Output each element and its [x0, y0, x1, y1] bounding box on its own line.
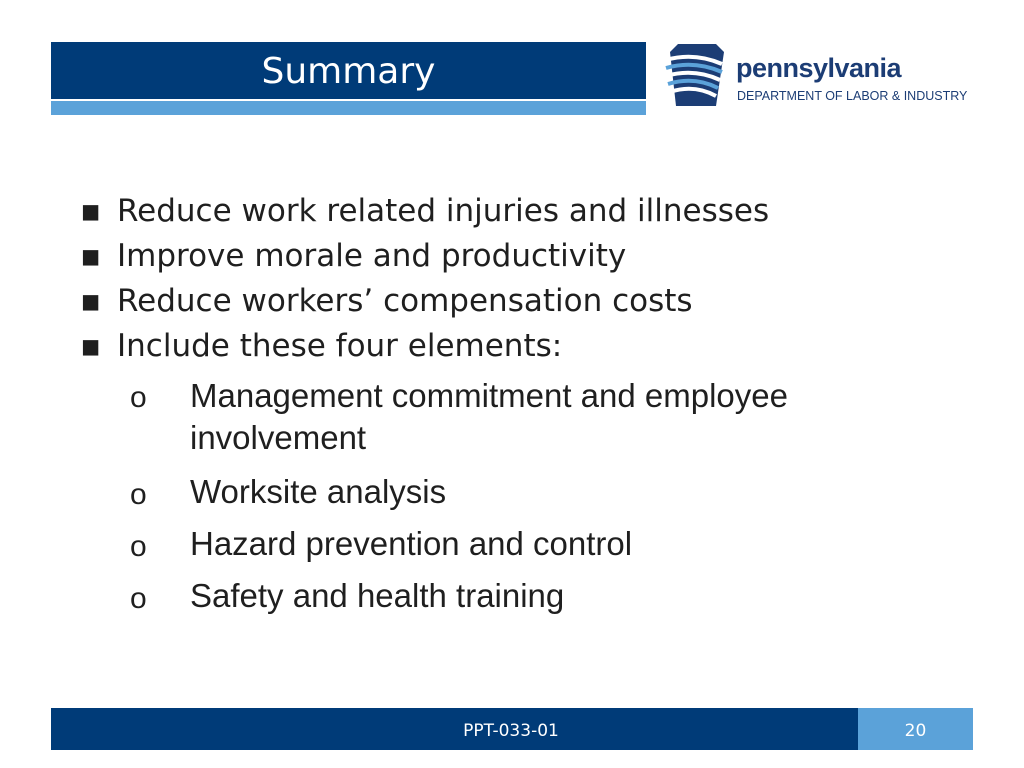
bullet-marker: ▪ — [80, 238, 102, 274]
sub-bullet-item: Safety and health training — [190, 577, 565, 614]
footer-page-box — [858, 708, 973, 750]
bullet-marker: ▪ — [80, 283, 102, 319]
page-number: 20 — [904, 721, 927, 741]
footer-bar — [51, 708, 858, 750]
sub-bullet-marker: o — [130, 381, 147, 414]
sub-bullet-item: Management commitment and employee involvement — [190, 377, 788, 456]
title-underline — [51, 101, 646, 115]
footer-code: PPT-033-01 — [463, 721, 559, 741]
bullet-item: Improve morale and productivity — [117, 238, 627, 274]
sub-bullet-marker: o — [130, 582, 147, 615]
bullet-marker: ▪ — [80, 193, 102, 229]
sub-bullet-item: Worksite analysis — [190, 473, 447, 510]
title-bar — [51, 42, 646, 99]
bullet-item: Reduce work related injuries and illnesses — [117, 193, 770, 229]
logo-name: pennsylvania — [736, 53, 902, 83]
pennsylvania-logo — [664, 44, 984, 112]
bullet-item: Reduce workers’ compensation costs — [117, 283, 693, 319]
sub-bullet-marker: o — [130, 478, 147, 511]
sub-bullet-marker: o — [130, 530, 147, 563]
slide-title: Summary — [261, 51, 436, 92]
sub-bullet-item: Hazard prevention and control — [190, 525, 633, 562]
bullet-item: Include these four elements: — [117, 328, 563, 364]
logo-department: DEPARTMENT OF LABOR & INDUSTRY — [737, 89, 968, 103]
bullet-marker: ▪ — [80, 328, 102, 364]
keystone-logo-icon — [664, 44, 730, 112]
